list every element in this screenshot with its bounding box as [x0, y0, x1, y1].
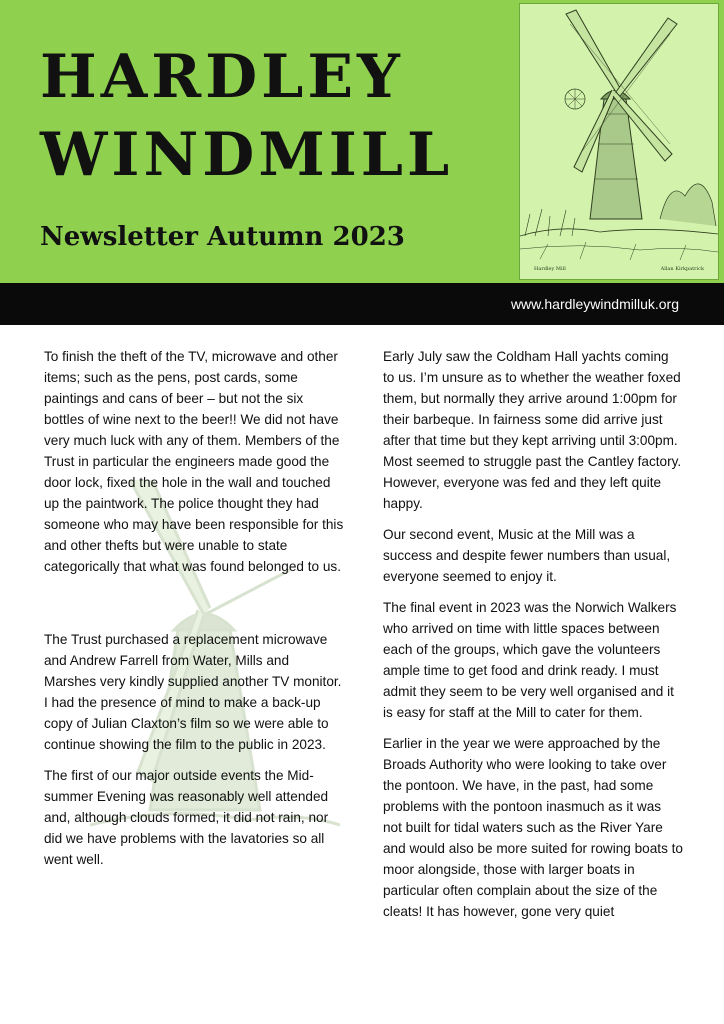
right-paragraph-3: The final event in 2023 was the Norwich Walkers who arrived on time with little spaces between each of the groups, which gave the volunteers ample time to get food and drink ready. I must admit they seem to be very well organised and it is easy for staff at the Mill to cater for them.: [383, 600, 677, 720]
newsletter-subtitle: Newsletter Autumn 2023: [40, 222, 405, 252]
windmill-sketch-icon: [520, 4, 718, 279]
header-banner: [0, 0, 724, 283]
right-paragraph-2: Our second event, Music at the Mill was a success and despite fewer numbers than usual, everyone seemed to enjoy it.: [383, 527, 671, 584]
right-column: [383, 346, 683, 932]
windmill-sketch: [519, 3, 719, 280]
right-paragraph-4: Earlier in the year we were approached by the Broads Authority who were looking to take over the pontoon. We have, in the past, had some problems with the pontoon inasmuch as it was not built for tidal waters such as the River Yare and would also be more suited for rowing boats to moor alongside, those with larger boats in particular often complain about the size of the cleats! It has however, gone very quiet: [383, 736, 683, 919]
website-link[interactable]: www.hardleywindmilluk.org: [510, 296, 679, 312]
left-column: [44, 346, 344, 880]
left-paragraph-3: The first of our major outside events the Mid-summer Evening was reasonably well attended and, although clouds formed, it did not rain, nor did we have problems with the lavatories so all went well.: [44, 768, 329, 867]
left-paragraph-1: To finish the theft of the TV, microwave and other items; such as the pens, post cards, some paintings and cans of beer – but not the six bottles of wine next to the beer!! We did not have very much luck with any of them. Members of the Trust in particular the engineers made good the door lock, fixed the hole in the wall and touched up the paintwork. The police thought they had someone who may have been responsible for this and other thefts but were unable to state categorically that what was found belonged to us.: [44, 349, 344, 574]
title-line-2: WINDMILL: [40, 120, 454, 190]
title-line-1: HARDLEY: [40, 42, 404, 112]
right-paragraph-1: Early July saw the Coldham Hall yachts coming to us. I’m unsure as to whether the weather foxed them, but normally they arrive around 1:00pm for their barbeque. In fairness some did arrive just after that time but they kept arriving until 3:00pm. Most seemed to struggle past the Cantley factory. However, everyone was fed and they left quite happy.: [383, 349, 682, 511]
newsletter-title: [40, 38, 453, 194]
sketch-caption-right: Allan Kirkpatrick: [660, 266, 704, 272]
sketch-caption-left: Hardley Mill: [534, 266, 566, 272]
left-paragraph-2: The Trust purchased a replacement microwave and Andrew Farrell from Water, Mills and Marshes very kindly supplied another TV monitor. I had the presence of mind to make a back-up copy of Julian Claxton’s film so we were able to continue showing the film to the public in 2023.: [44, 632, 342, 752]
